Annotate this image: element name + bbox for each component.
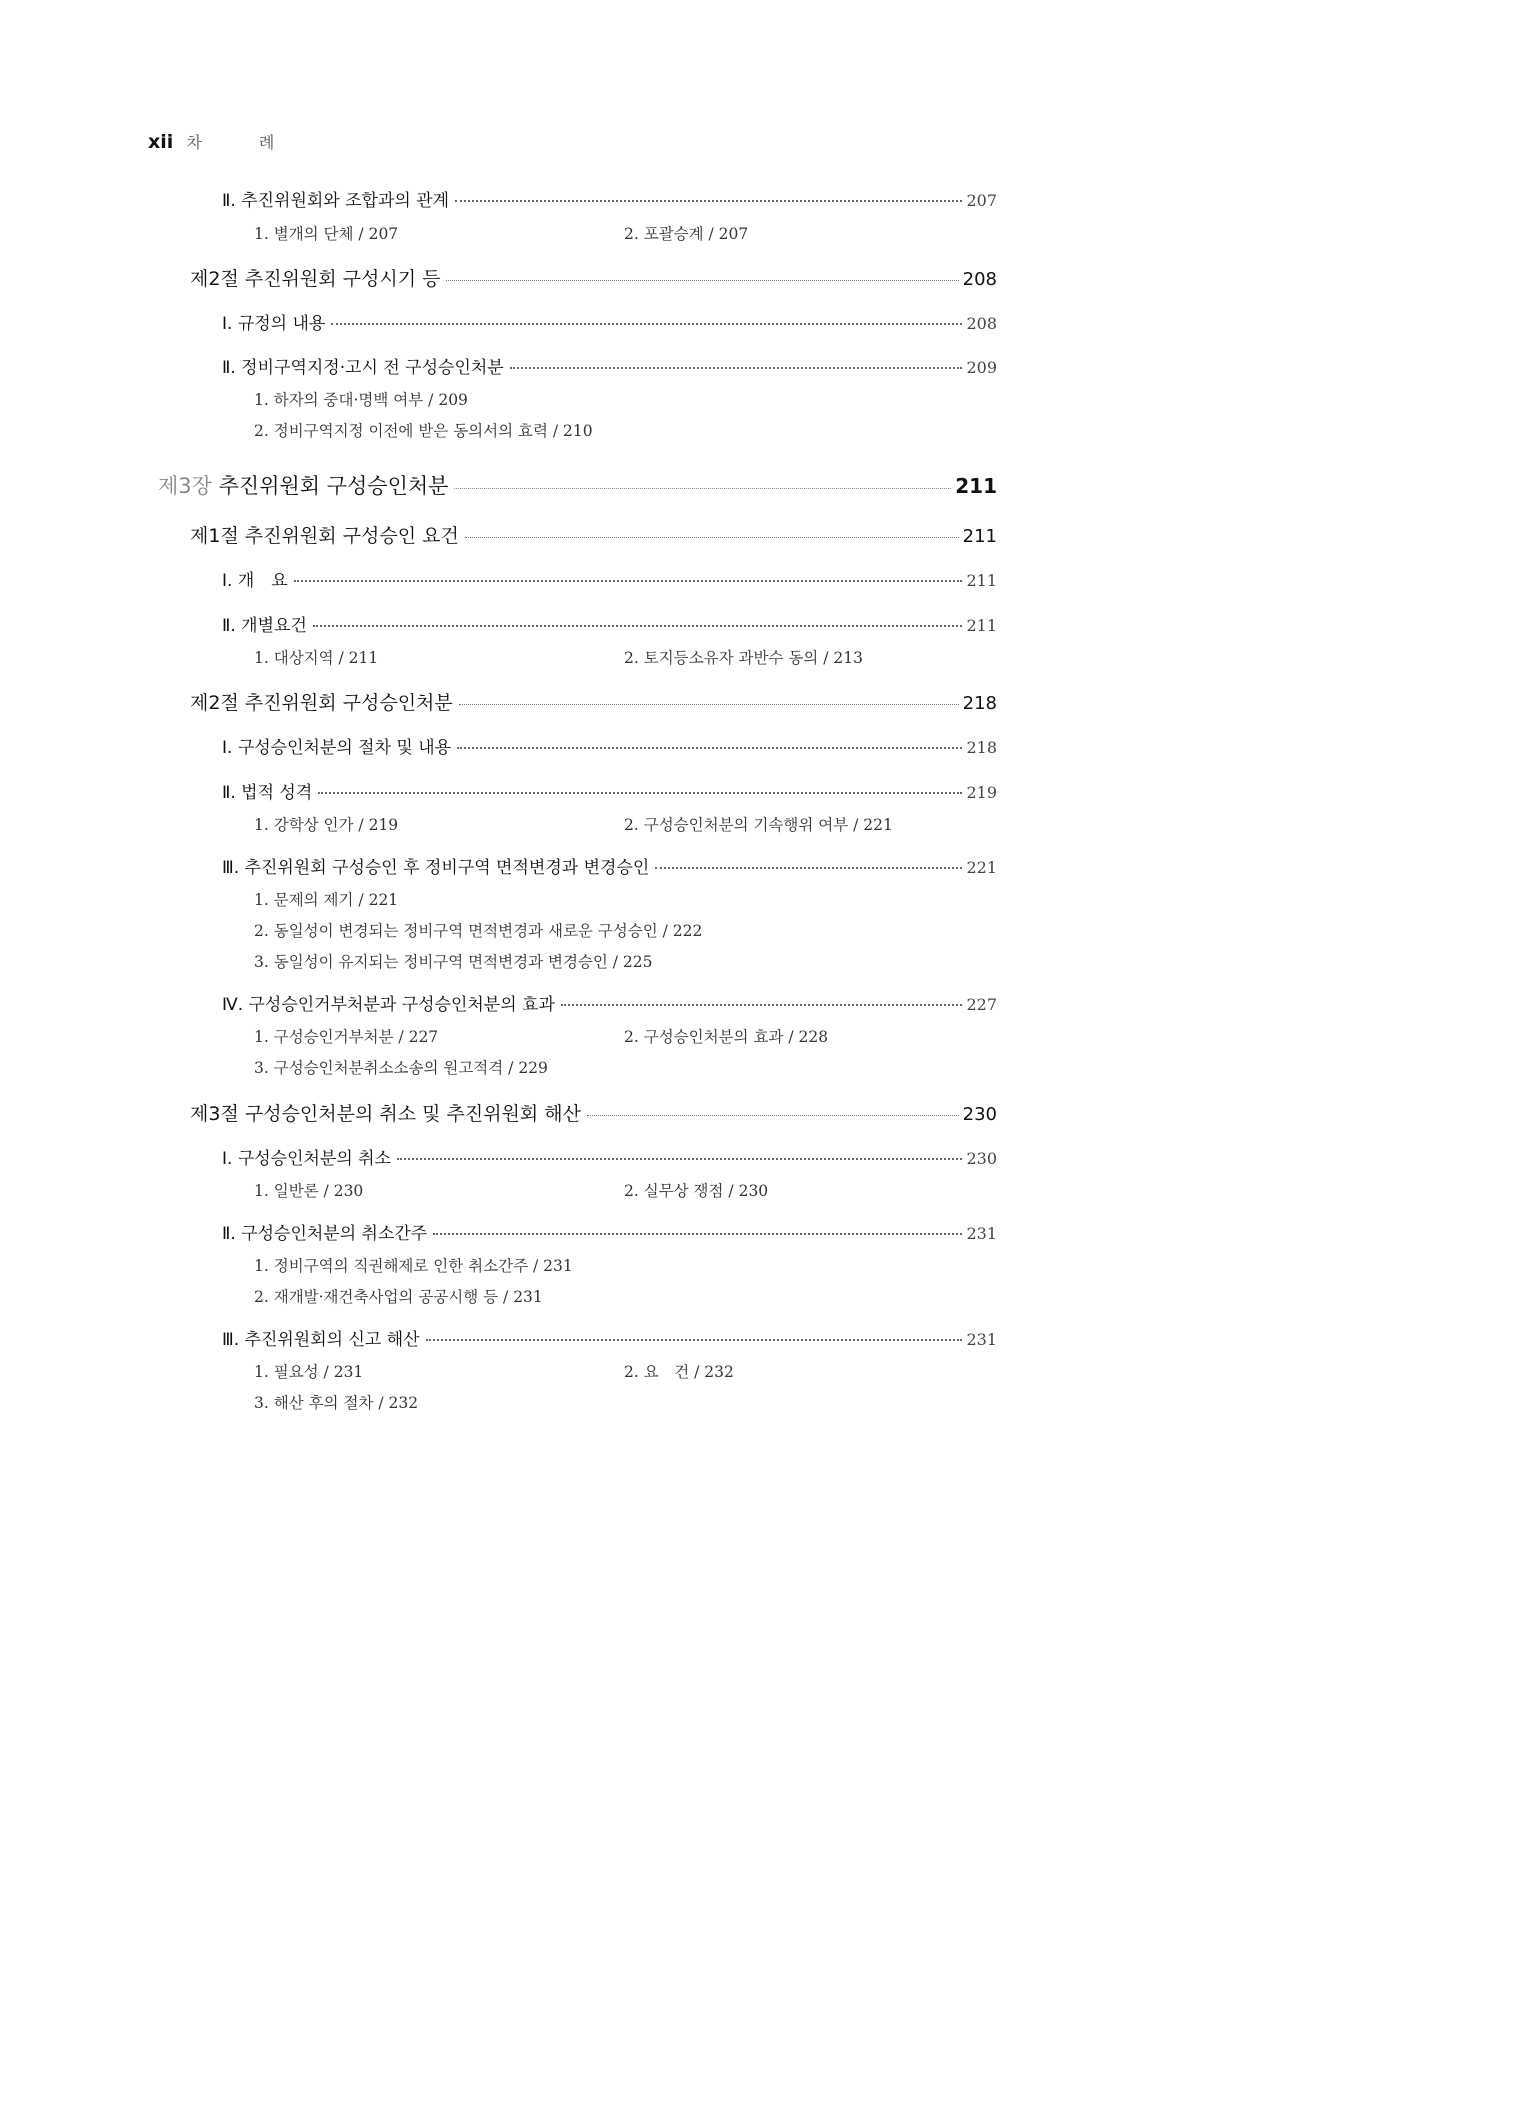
toc-item[interactable]: 1. 필요성 / 231: [254, 1363, 364, 1381]
chapter-prefix: 제3장: [158, 474, 212, 498]
leader-dots: [587, 1115, 959, 1116]
page-ref: 230: [966, 1149, 997, 1168]
toc-entry[interactable]: Ⅰ. 구성승인처분의 절차 및 내용 218: [222, 738, 997, 758]
toc-item[interactable]: 2. 정비구역지정 이전에 받은 동의서의 효력 / 210: [254, 422, 593, 440]
leader-dots: [655, 867, 962, 869]
page-number: xii: [148, 131, 174, 153]
leader-dots: [318, 792, 962, 794]
page-ref: 230: [962, 1104, 997, 1125]
toc-item[interactable]: 2. 토지등소유자 과반수 동의 / 213: [624, 649, 863, 667]
page-ref: 219: [966, 783, 997, 802]
leader-dots: [331, 323, 962, 325]
toc-item[interactable]: 1. 일반론 / 230: [254, 1182, 364, 1200]
toc-entry[interactable]: Ⅲ. 추진위원회의 신고 해산 231: [222, 1330, 997, 1350]
page-ref: 209: [966, 358, 997, 377]
leader-dots: [433, 1233, 962, 1235]
toc-item[interactable]: 3. 동일성이 유지되는 정비구역 면적변경과 변경승인 / 225: [254, 953, 653, 971]
toc-section[interactable]: 제1절 추진위원회 구성승인 요건 211: [190, 525, 997, 547]
page-ref: 208: [966, 314, 997, 333]
toc-item[interactable]: 2. 구성승인처분의 효과 / 228: [624, 1028, 829, 1046]
page-ref: 211: [955, 474, 997, 498]
page-ref: 221: [966, 858, 997, 877]
page-ref: 208: [962, 269, 997, 290]
page-ref: 227: [966, 995, 997, 1014]
page-ref: 218: [962, 693, 997, 714]
toc-item[interactable]: 2. 실무상 쟁점 / 230: [624, 1182, 769, 1200]
leader-dots: [397, 1158, 962, 1160]
leader-dots: [465, 537, 959, 538]
toc-item[interactable]: 2. 요 건 / 232: [624, 1363, 734, 1381]
leader-dots: [455, 200, 962, 202]
leader-dots: [294, 580, 963, 582]
leader-dots: [459, 704, 959, 705]
toc-entry[interactable]: Ⅱ. 법적 성격 219: [222, 783, 997, 803]
toc-item[interactable]: 1. 강학상 인가 / 219: [254, 816, 399, 834]
toc-entry[interactable]: Ⅱ. 개별요건 211: [222, 616, 997, 636]
toc-item[interactable]: 2. 동일성이 변경되는 정비구역 면적변경과 새로운 구성승인 / 222: [254, 922, 703, 940]
running-header: [148, 130, 300, 153]
leader-dots: [561, 1004, 963, 1006]
toc-item[interactable]: 1. 하자의 중대·명백 여부 / 209: [254, 391, 468, 409]
toc-entry[interactable]: Ⅱ. 정비구역지정·고시 전 구성승인처분 209: [222, 358, 997, 378]
toc-item[interactable]: 1. 구성승인거부처분 / 227: [254, 1028, 439, 1046]
toc-section[interactable]: 제3절 구성승인처분의 취소 및 추진위원회 해산 230: [190, 1103, 997, 1125]
toc-item[interactable]: 1. 대상지역 / 211: [254, 649, 379, 667]
leader-dots: [313, 625, 963, 627]
page-ref: 211: [962, 526, 997, 547]
page-ref: 231: [966, 1224, 997, 1243]
page-ref: 211: [966, 571, 997, 590]
toc-entry[interactable]: Ⅲ. 추진위원회 구성승인 후 정비구역 면적변경과 변경승인 221: [222, 858, 997, 878]
header-title: 차 례: [186, 133, 301, 152]
leader-dots: [446, 280, 958, 281]
toc-item[interactable]: 1. 문제의 제기 / 221: [254, 891, 399, 909]
toc-item[interactable]: 1. 정비구역의 직권해제로 인한 취소간주 / 231: [254, 1257, 573, 1275]
toc-entry[interactable]: Ⅰ. 규정의 내용 208: [222, 314, 997, 334]
toc-item[interactable]: 1. 별개의 단체 / 207: [254, 225, 399, 243]
page-ref: 207: [966, 191, 997, 210]
toc-entry[interactable]: Ⅱ. 추진위원회와 조합과의 관계 207: [222, 191, 997, 211]
toc-item[interactable]: 2. 구성승인처분의 기속행위 여부 / 221: [624, 816, 893, 834]
leader-dots: [426, 1339, 963, 1341]
toc-item[interactable]: 2. 재개발·재건축사업의 공공시행 등 / 231: [254, 1288, 543, 1306]
chapter-title: 추진위원회 구성승인처분: [218, 474, 449, 498]
toc-item[interactable]: 2. 포괄승계 / 207: [624, 225, 749, 243]
toc-entry[interactable]: Ⅳ. 구성승인거부처분과 구성승인처분의 효과 227: [222, 995, 997, 1015]
toc-section[interactable]: 제2절 추진위원회 구성시기 등 208: [190, 268, 997, 290]
leader-dots: [510, 367, 963, 369]
page-ref: 211: [966, 616, 997, 635]
toc-entry[interactable]: Ⅰ. 구성승인처분의 취소 230: [222, 1149, 997, 1169]
toc-entry[interactable]: Ⅱ. 구성승인처분의 취소간주 231: [222, 1224, 997, 1244]
toc-chapter[interactable]: [158, 470, 997, 500]
leader-dots: [454, 488, 951, 489]
toc-entry[interactable]: Ⅰ. 개 요 211: [222, 571, 997, 591]
toc-item[interactable]: 3. 구성승인처분취소소송의 원고적격 / 229: [254, 1059, 548, 1077]
toc-section[interactable]: 제2절 추진위원회 구성승인처분 218: [190, 692, 997, 714]
leader-dots: [457, 747, 962, 749]
toc-item[interactable]: 3. 해산 후의 절차 / 232: [254, 1394, 419, 1412]
page-ref: 218: [966, 738, 997, 757]
page-ref: 231: [966, 1330, 997, 1349]
